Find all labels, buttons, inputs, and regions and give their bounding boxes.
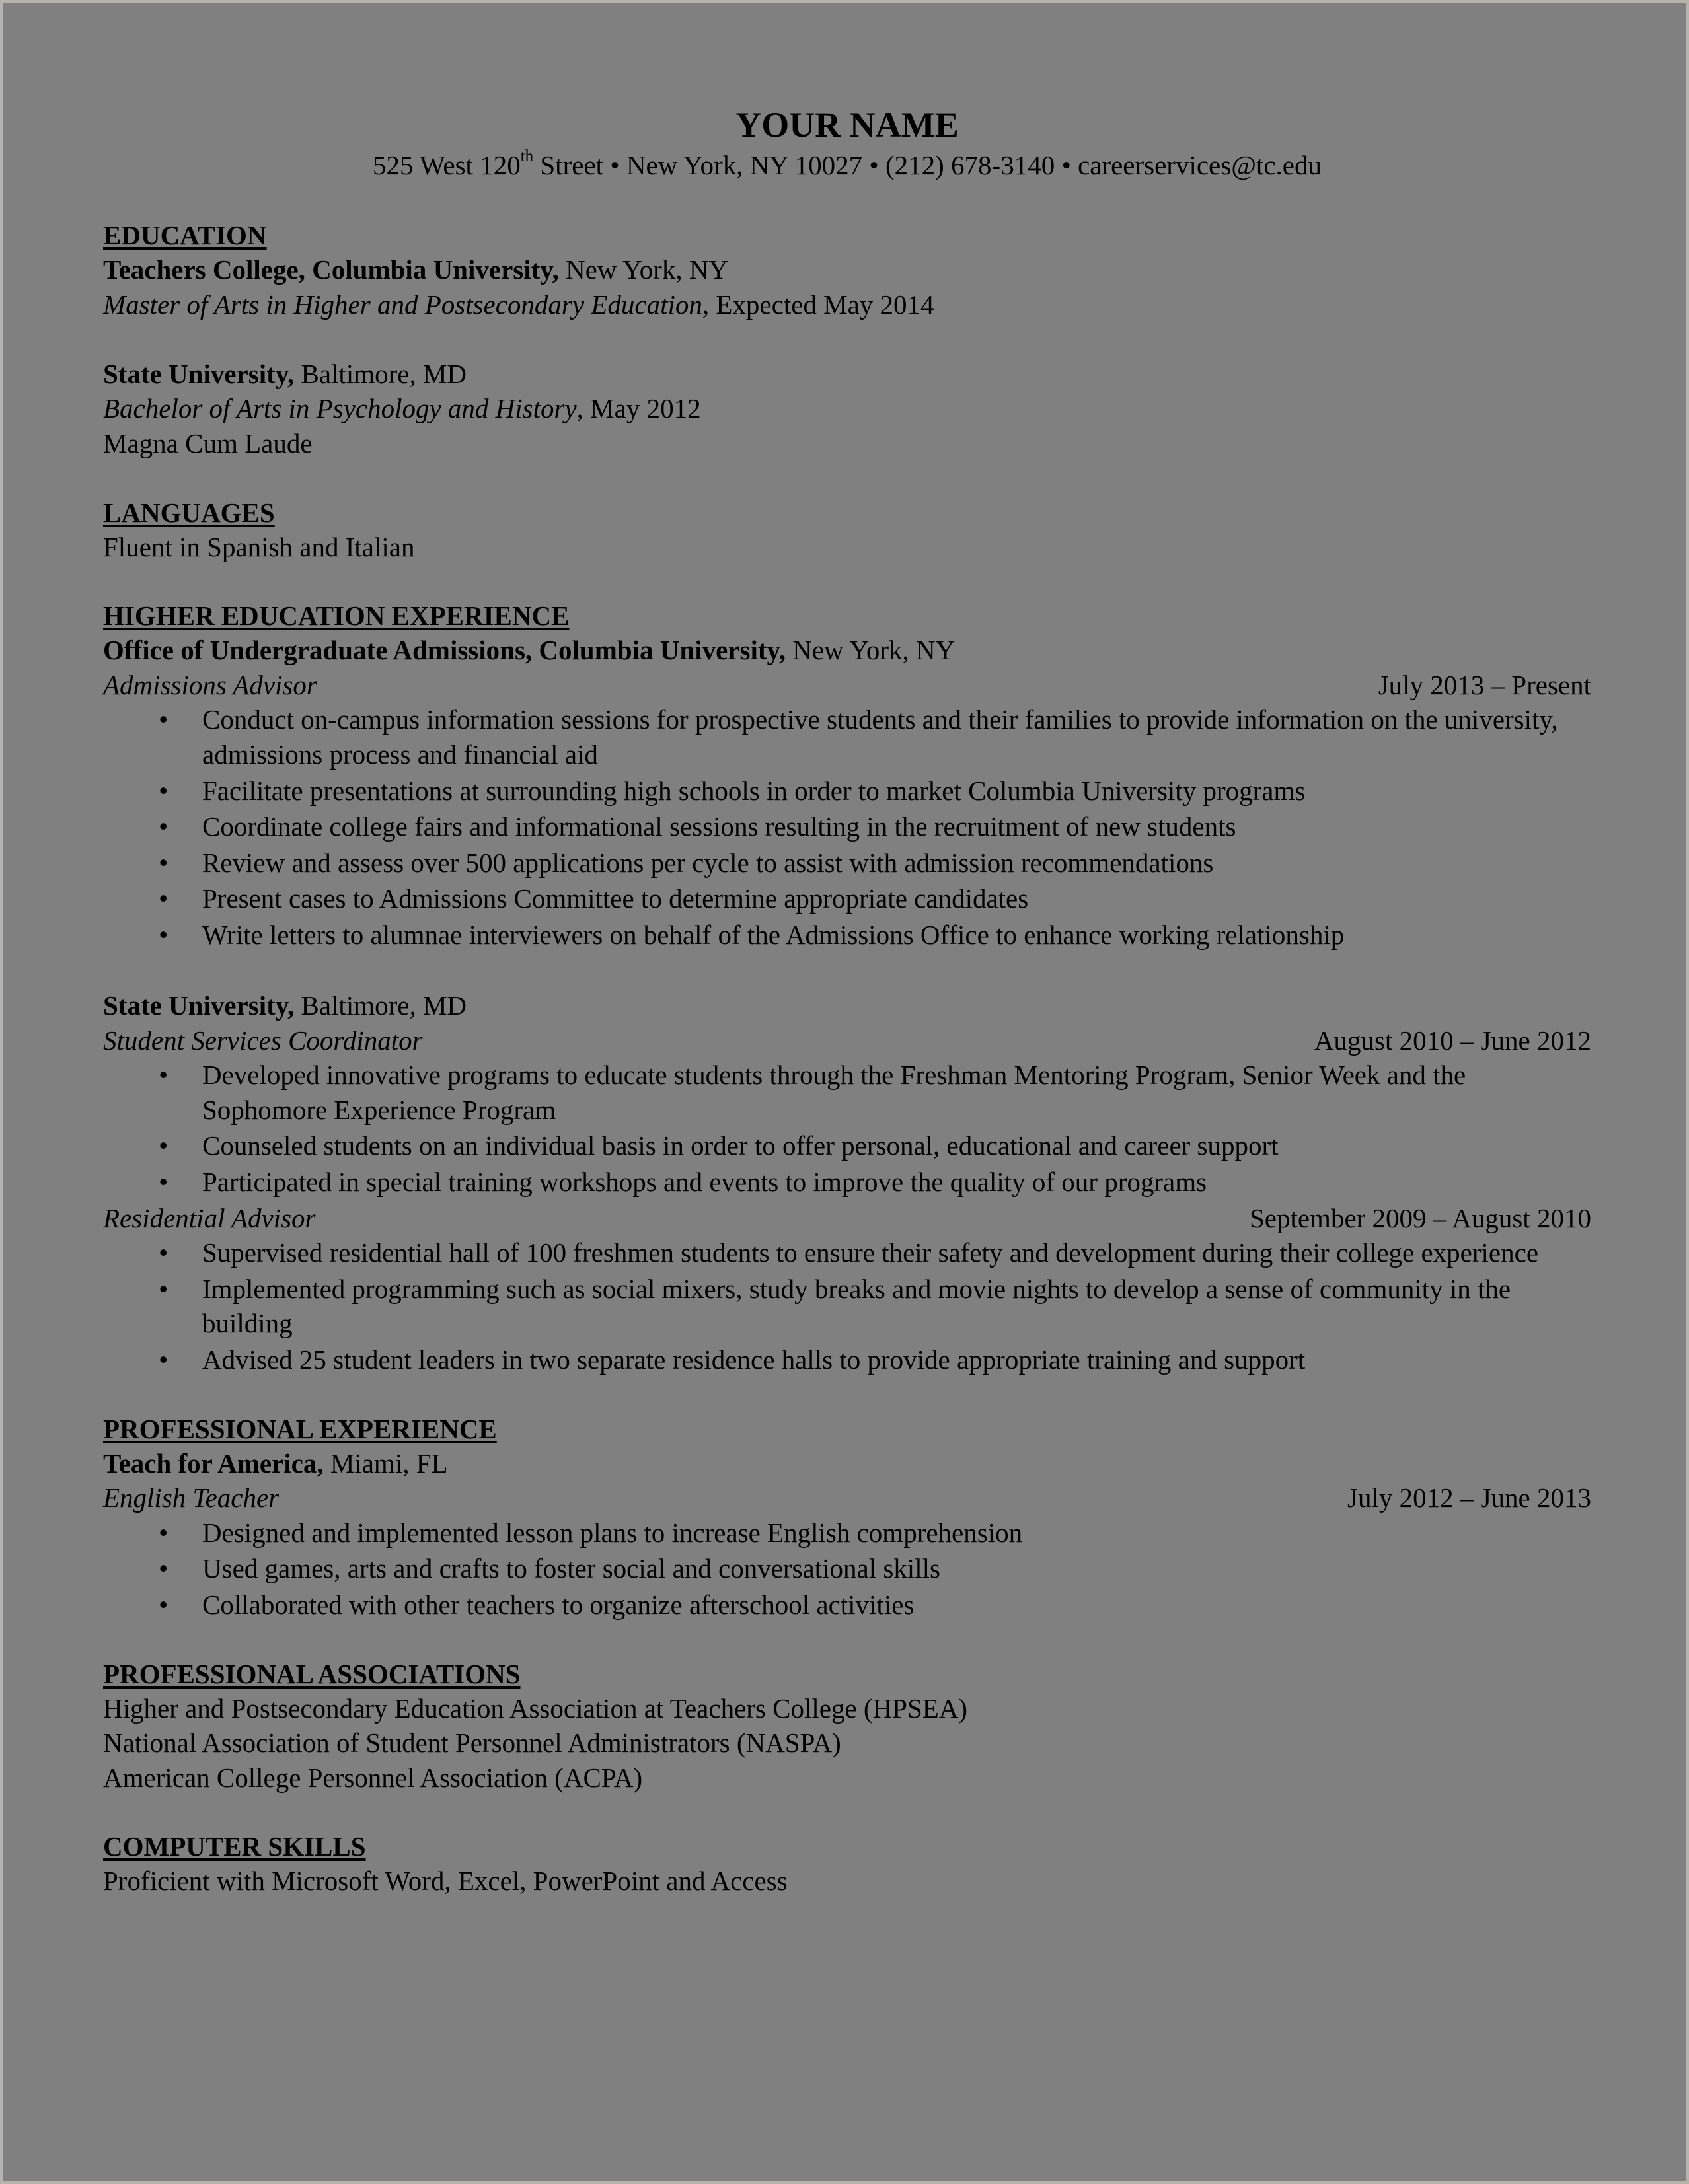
bullet-icon: • — [159, 1273, 169, 1304]
resume-header — [103, 102, 1591, 182]
bullet-icon: • — [159, 811, 169, 842]
degree-date: , May 2012 — [576, 393, 701, 424]
bullet-item — [103, 881, 1591, 916]
section-heading-higher-education: HIGHER EDUCATION EXPERIENCE — [103, 601, 570, 632]
bullet-item — [103, 702, 1591, 772]
bullet-icon: • — [159, 775, 169, 806]
section-heading-professional-experience: PROFESSIONAL EXPERIENCE — [103, 1413, 497, 1444]
bullet-icon: • — [159, 847, 169, 878]
candidate-name: YOUR NAME — [735, 105, 959, 145]
bullet-icon: • — [159, 1130, 169, 1161]
bullet-text: Supervised residential hall of 100 freshmen students to ensure their safety and development during their college experience — [202, 1237, 1539, 1268]
bullet-item — [103, 1515, 1591, 1550]
employer-name: Office of Undergraduate Admissions, Columbia University, — [103, 635, 786, 666]
bullet-text: Developed innovative programs to educate students through the Freshman Mentoring Program, Senior Week and the Sophomore Experience Program — [202, 1060, 1466, 1125]
bullet-icon: • — [159, 1237, 169, 1268]
computer-skills-text: Proficient with Microsoft Word, Excel, PowerPoint and Access — [103, 1866, 788, 1897]
employer-name: Teach for America, — [103, 1447, 324, 1478]
bullet-item — [103, 1587, 1591, 1622]
bullet-text: Used games, arts and crafts to foster social and conversational skills — [202, 1553, 940, 1584]
bullet-icon: • — [159, 704, 169, 735]
bullet-list — [103, 1515, 1591, 1622]
bullet-icon: • — [159, 1553, 169, 1584]
education-school-2 — [103, 357, 1591, 392]
bullet-text: Participated in special training workshops and events to improve the quality of our programs — [202, 1167, 1207, 1198]
bullet-icon: • — [159, 1517, 169, 1548]
higher-education-section — [103, 599, 1591, 1377]
employer-name: State University, — [103, 990, 295, 1021]
degree-date: , Expected May 2014 — [702, 289, 934, 320]
bullet-list — [103, 702, 1591, 952]
address-start: 525 West 120 — [372, 150, 521, 180]
association-item: Higher and Postsecondary Education Association at Teachers College (HPSEA) — [103, 1693, 968, 1724]
employer-location: Miami, FL — [323, 1447, 448, 1478]
bullet-text: Designed and implemented lesson plans to increase English comprehension — [202, 1517, 1023, 1548]
section-heading-education: EDUCATION — [103, 220, 267, 250]
bullet-item — [103, 1058, 1591, 1127]
role-row — [103, 1201, 1591, 1236]
bullet-icon: • — [159, 883, 169, 914]
role-dates: July 2013 – Present — [1378, 669, 1591, 700]
role-row — [103, 668, 1591, 703]
section-heading-languages: LANGUAGES — [103, 497, 275, 528]
bullet-text: Counseled students on an individual basis in order to offer personal, educational and career support — [202, 1130, 1279, 1161]
bullet-text: Collaborated with other teachers to organize afterschool activities — [202, 1589, 915, 1620]
bullet-item — [103, 774, 1591, 809]
employer-line — [103, 1446, 1591, 1481]
employer-line — [103, 633, 1591, 668]
bullet-list — [103, 1235, 1591, 1377]
section-heading-associations: PROFESSIONAL ASSOCIATIONS — [103, 1658, 521, 1689]
bullet-text: Implemented programming such as social mixers, study breaks and movie nights to develop a sense of community in the building — [202, 1273, 1511, 1339]
education-honor: Magna Cum Laude — [103, 427, 313, 458]
bullet-text: Coordinate college fairs and informational sessions resulting in the recruitment of new students — [202, 811, 1236, 842]
resume-content — [103, 102, 1591, 1899]
languages-section — [103, 495, 1591, 565]
bullet-item — [103, 809, 1591, 844]
education-degree-2 — [103, 391, 1591, 426]
bullet-text: Review and assess over 500 applications per cycle to assist with admission recommendations — [202, 847, 1214, 878]
degree-name: Master of Arts in Higher and Postsecondary Education — [103, 289, 702, 320]
role-title: Residential Advisor — [103, 1202, 316, 1233]
role-title: Student Services Coordinator — [103, 1025, 423, 1056]
bullet-icon: • — [159, 1060, 169, 1091]
bullet-icon: • — [159, 1589, 169, 1620]
bullet-text: Facilitate presentations at surrounding high schools in order to market Columbia University programs — [202, 775, 1306, 806]
bullet-icon: • — [159, 919, 169, 950]
address-ordinal: th — [520, 147, 534, 165]
education-section — [103, 218, 1591, 461]
school-name: State University, — [103, 358, 295, 389]
school-location: New York, NY — [558, 254, 729, 285]
employer-location: Baltimore, MD — [294, 990, 467, 1021]
employer-line — [103, 988, 1591, 1023]
role-dates: August 2010 – June 2012 — [1314, 1025, 1591, 1056]
bullet-item — [103, 1551, 1591, 1586]
bullet-item — [103, 846, 1591, 881]
bullet-text: Write letters to alumnae interviewers on behalf of the Admissions Office to enhance working relationship — [202, 919, 1345, 950]
bullet-icon: • — [159, 1344, 169, 1375]
bullet-text: Present cases to Admissions Committee to determine appropriate candidates — [202, 883, 1029, 914]
bullet-item — [103, 1128, 1591, 1163]
bullet-item — [103, 1342, 1591, 1377]
degree-name: Bachelor of Arts in Psychology and History — [103, 393, 577, 424]
address-rest: Street • New York, NY 10027 • (212) 678-3140 • careerservices@tc.edu — [533, 150, 1322, 180]
employer-location: New York, NY — [786, 635, 956, 666]
bullet-text: Advised 25 student leaders in two separate residence halls to provide appropriate training and support — [202, 1344, 1306, 1375]
bullet-text: Conduct on-campus information sessions for prospective students and their families to provide information on the university, admissions process and financial aid — [202, 704, 1558, 770]
languages-text: Fluent in Spanish and Italian — [103, 531, 415, 562]
role-dates: July 2012 – June 2013 — [1347, 1482, 1591, 1513]
role-dates: September 2009 – August 2010 — [1249, 1202, 1591, 1233]
bullet-item — [103, 1272, 1591, 1341]
bullet-item — [103, 1235, 1591, 1270]
role-row — [103, 1480, 1591, 1515]
association-item: National Association of Student Personnel Administrators (NASPA) — [103, 1728, 841, 1759]
bullet-list — [103, 1058, 1591, 1199]
role-row — [103, 1023, 1591, 1058]
computer-skills-section — [103, 1829, 1591, 1899]
contact-line — [103, 148, 1591, 182]
bullet-item — [103, 1165, 1591, 1200]
education-school-1 — [103, 252, 1591, 287]
associations-section — [103, 1657, 1591, 1796]
professional-experience-section — [103, 1412, 1591, 1622]
school-location: Baltimore, MD — [294, 358, 467, 389]
school-name: Teachers College, Columbia University, — [103, 254, 559, 285]
role-title: English Teacher — [103, 1482, 280, 1513]
section-heading-computer-skills: COMPUTER SKILLS — [103, 1831, 366, 1862]
role-title: Admissions Advisor — [103, 669, 317, 700]
association-item: American College Personnel Association (ACPA) — [103, 1762, 643, 1793]
bullet-icon: • — [159, 1167, 169, 1198]
education-degree-1 — [103, 287, 1591, 322]
bullet-item — [103, 918, 1591, 953]
